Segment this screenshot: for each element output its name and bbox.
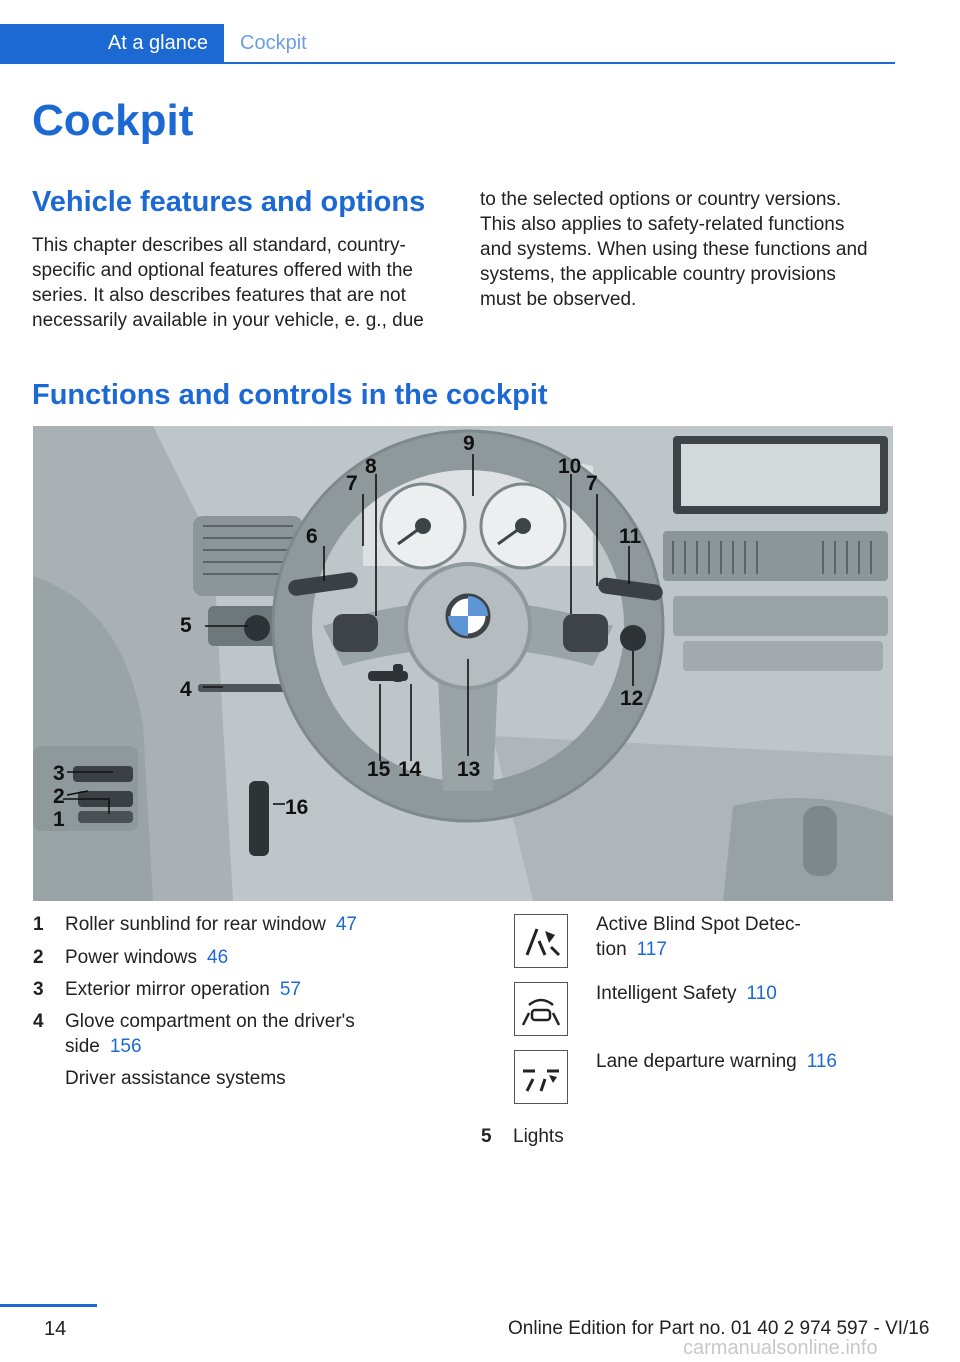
callout-10: 10 (558, 455, 582, 478)
page-ref-link[interactable]: 116 (806, 1051, 837, 1072)
watermark: carmanualsonline.info (683, 1337, 878, 1359)
item-text: Power windows (65, 947, 197, 968)
item-text: Exterior mirror operation (65, 979, 270, 1000)
list-item-blind-spot (596, 912, 896, 962)
edition-note: Online Edition for Part no. 01 40 2 974 597 - VI/16 (508, 1318, 930, 1339)
callout-4: 4 (180, 678, 192, 701)
list-item-4 (33, 1009, 393, 1059)
section-heading-functions-controls: Functions and controls in the cockpit (32, 379, 548, 411)
intro-paragraph-left (32, 233, 452, 333)
item-text: side (65, 1036, 100, 1057)
page-number: 14 (44, 1318, 67, 1340)
item-text: Lane departure warning (596, 1051, 797, 1072)
callout-12: 12 (620, 687, 644, 710)
blind-spot-icon (514, 914, 568, 968)
header-bar (0, 24, 895, 64)
text-line: necessarily available in your vehicle, e. g., due (32, 310, 424, 331)
callout-13: 13 (457, 758, 481, 781)
item-text: Lights (513, 1126, 564, 1147)
page-ref-link[interactable]: 47 (335, 914, 357, 935)
text-line: and systems. When using these functions and (480, 239, 868, 260)
callout-15: 15 (367, 758, 391, 781)
callout-3: 3 (53, 762, 65, 785)
item-number: 1 (33, 914, 44, 935)
callout-7-right: 7 (586, 472, 598, 495)
page-ref-link[interactable]: 57 (279, 979, 301, 1000)
callout-9: 9 (463, 432, 475, 455)
callout-5: 5 (180, 614, 192, 637)
text-line: systems, the applicable country provisions (480, 264, 836, 285)
callout-1: 1 (53, 808, 65, 831)
tab-at-a-glance[interactable]: At a glance (0, 24, 224, 62)
cockpit-drawing (33, 426, 893, 901)
callout-8: 8 (365, 455, 377, 478)
callout-7-left: 7 (346, 472, 358, 495)
item-text: Intelligent Safety (596, 983, 737, 1004)
list-item-lane-departure (596, 1049, 837, 1074)
callout-6: 6 (306, 525, 318, 548)
item-text: Roller sunblind for rear window (65, 914, 326, 935)
item-number: 3 (33, 979, 44, 1000)
page-title: Cockpit (32, 96, 194, 145)
callout-16: 16 (285, 796, 309, 819)
callout-11: 11 (619, 525, 642, 548)
list-item-driver-assistance: Driver assistance systems (65, 1068, 286, 1089)
item-text: Active Blind Spot Detec- (596, 914, 801, 935)
item-number: 2 (33, 947, 44, 968)
section-heading-vehicle-features: Vehicle features and options (32, 186, 426, 218)
text-line: specific and optional features offered with the (32, 260, 413, 281)
tab-cockpit[interactable]: Cockpit (240, 32, 307, 54)
page-ref-link[interactable]: 110 (746, 983, 777, 1004)
item-number: 4 (33, 1011, 44, 1032)
callout-2: 2 (53, 785, 65, 808)
text-line: This also applies to safety-related functions (480, 214, 845, 235)
lane-departure-icon (514, 1050, 568, 1104)
intelligent-safety-icon (514, 982, 568, 1036)
page-ref-link[interactable]: 46 (207, 947, 229, 968)
cockpit-illustration (33, 426, 893, 901)
item-number: 5 (481, 1126, 492, 1147)
callout-14: 14 (398, 758, 422, 781)
item-text: tion (596, 939, 627, 960)
item-text: Glove compartment on the driver's (65, 1011, 355, 1032)
footer-rule (0, 1304, 97, 1307)
page-ref-link[interactable]: 156 (109, 1036, 142, 1057)
list-item-intelligent-safety (596, 981, 777, 1006)
page-ref-link[interactable]: 117 (636, 939, 667, 960)
text-line: must be observed. (480, 289, 637, 310)
text-line: series. It also describes features that are not (32, 285, 406, 306)
text-line: to the selected options or country versions. (480, 189, 842, 210)
text-line: This chapter describes all standard, country- (32, 235, 406, 256)
intro-paragraph-right (480, 187, 900, 312)
